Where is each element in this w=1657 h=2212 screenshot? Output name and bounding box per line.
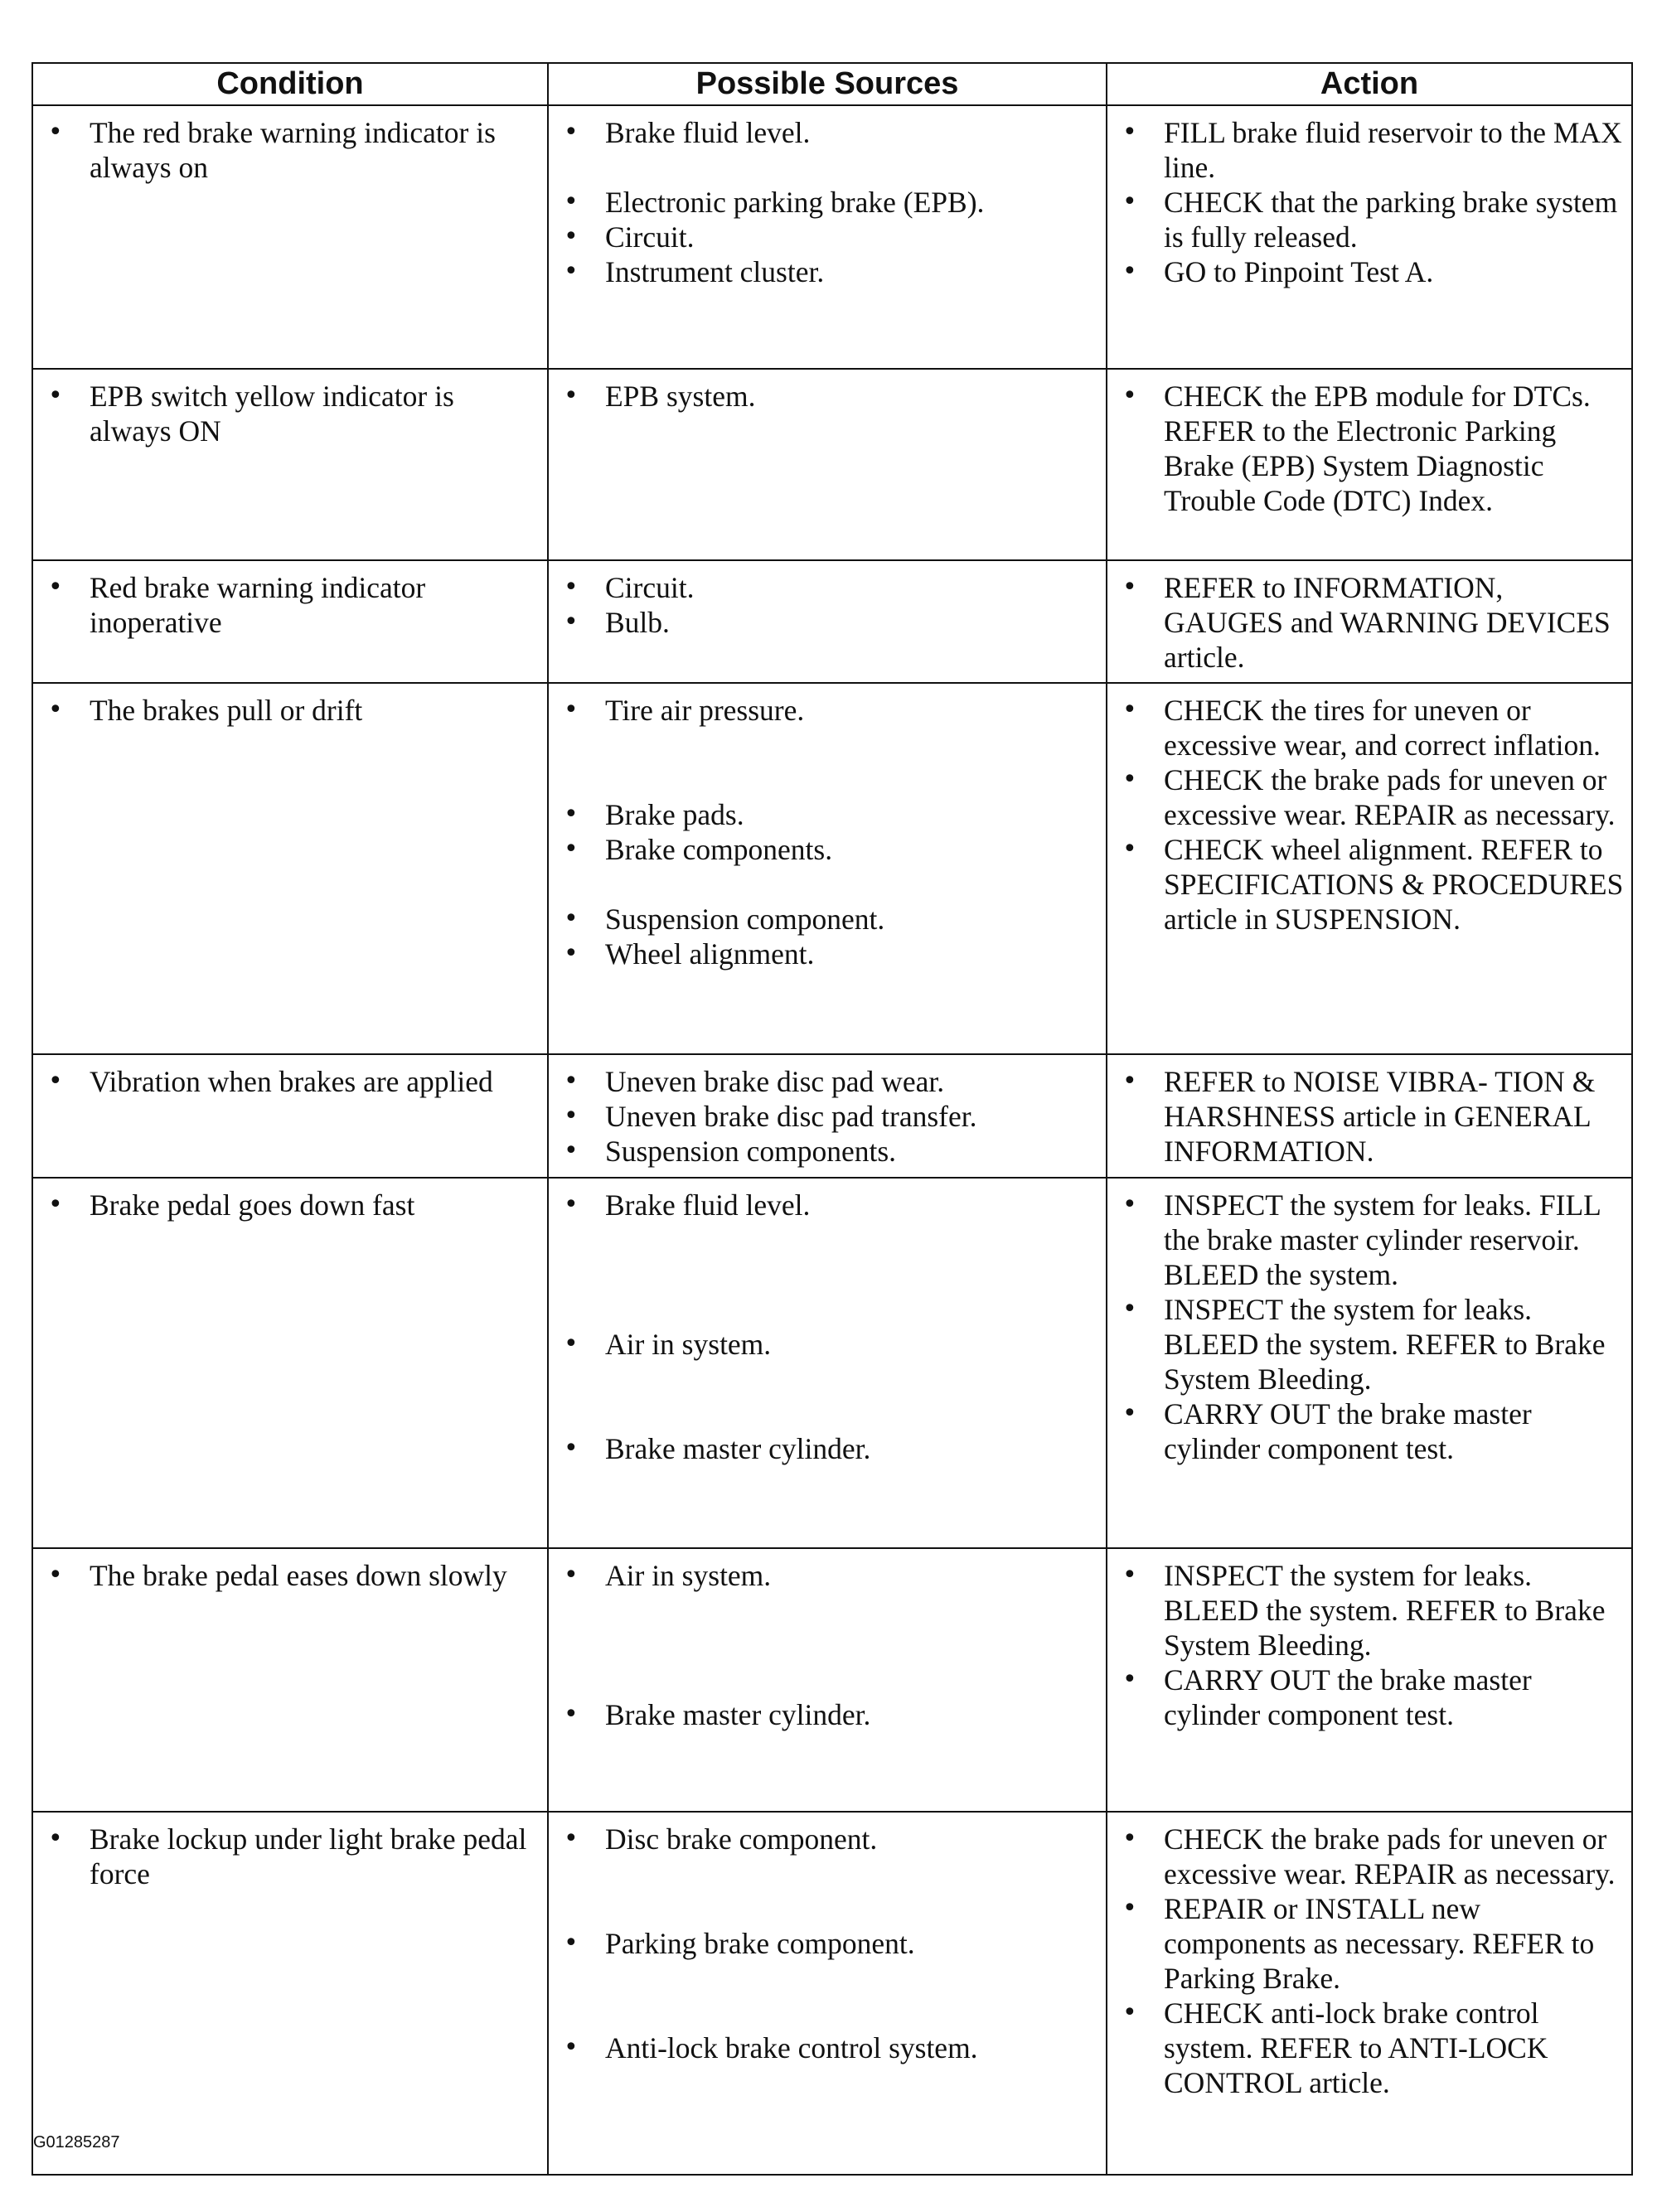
action-cell xyxy=(1107,369,1632,560)
source-item: • Electronic parking brake (EPB). xyxy=(555,185,1099,220)
source-item: • Tire air pressure. xyxy=(555,693,1099,728)
source-item: • Brake components. xyxy=(555,832,1099,867)
table-row xyxy=(32,105,1632,369)
source-item: • Instrument cluster. xyxy=(555,254,1099,289)
table-row xyxy=(32,369,1632,560)
condition-text: • The brake pedal eases down slowly xyxy=(40,1558,540,1593)
header-condition: Condition xyxy=(32,63,548,105)
action-item: • CHECK anti-lock brake control system. REFER to ANTI-LOCK CONTROL article. xyxy=(1114,1996,1625,2100)
sources-cell xyxy=(548,105,1107,369)
source-item: • Suspension components. xyxy=(555,1134,1099,1169)
condition-cell xyxy=(32,1054,548,1178)
action-cell xyxy=(1107,105,1632,369)
sources-cell xyxy=(548,1178,1107,1548)
source-item: • Uneven brake disc pad wear. xyxy=(555,1064,1099,1099)
action-item: • REPAIR or INSTALL new components as necessary. REFER to Parking Brake. xyxy=(1114,1891,1625,1996)
source-item: • Brake fluid level. xyxy=(555,1188,1099,1222)
action-item: • CHECK the EPB module for DTCs. REFER to the Electronic Parking Brake (EPB) System Diagnostic Trouble Code (DTC) Index. xyxy=(1114,379,1625,518)
sources-cell xyxy=(548,1812,1107,2175)
condition-text: • EPB switch yellow indicator is always ON xyxy=(40,379,540,448)
header-action: Action xyxy=(1107,63,1632,105)
source-item: • Suspension component. xyxy=(555,902,1099,937)
source-item: • Brake fluid level. xyxy=(555,115,1099,150)
source-item: • Wheel alignment. xyxy=(555,937,1099,971)
source-item: • Circuit. xyxy=(555,570,1099,605)
header-row xyxy=(32,63,1632,105)
source-item: • Bulb. xyxy=(555,605,1099,640)
action-cell xyxy=(1107,1548,1632,1812)
condition-text: • The red brake warning indicator is always on xyxy=(40,115,540,185)
action-item: • CHECK that the parking brake system is fully released. xyxy=(1114,185,1625,254)
action-cell xyxy=(1107,1812,1632,2175)
source-item: • Circuit. xyxy=(555,220,1099,254)
condition-text: • Brake lockup under light brake pedal force xyxy=(40,1822,540,1891)
sources-cell xyxy=(548,1548,1107,1812)
action-cell xyxy=(1107,560,1632,683)
condition-text: • The brakes pull or drift xyxy=(40,693,540,728)
condition-text: • Vibration when brakes are applied xyxy=(40,1064,540,1099)
action-item: • INSPECT the system for leaks. BLEED the system. REFER to Brake System Bleeding. xyxy=(1114,1292,1625,1396)
action-item: • CHECK the tires for uneven or excessive wear, and correct inflation. xyxy=(1114,693,1625,762)
source-item: • Anti-lock brake control system. xyxy=(555,2030,1099,2065)
source-item: • Brake master cylinder. xyxy=(555,1697,1099,1732)
action-item: • INSPECT the system for leaks. BLEED the system. REFER to Brake System Bleeding. xyxy=(1114,1558,1625,1663)
action-item: • CHECK the brake pads for uneven or excessive wear. REPAIR as necessary. xyxy=(1114,762,1625,832)
action-item: • REFER to NOISE VIBRA- TION & HARSHNESS article in GENERAL INFORMATION. xyxy=(1114,1064,1625,1169)
source-item: • Brake master cylinder. xyxy=(555,1431,1099,1466)
condition-cell xyxy=(32,105,548,369)
table-row xyxy=(32,1054,1632,1178)
figure-code: G01285287 xyxy=(33,2133,120,2151)
action-item: • CHECK the brake pads for uneven or excessive wear. REPAIR as necessary. xyxy=(1114,1822,1625,1891)
condition-cell xyxy=(32,1178,548,1548)
action-item: • GO to Pinpoint Test A. xyxy=(1114,254,1625,289)
condition-cell xyxy=(32,560,548,683)
source-item: • Air in system. xyxy=(555,1327,1099,1362)
source-item: • Brake pads. xyxy=(555,797,1099,832)
condition-cell xyxy=(32,1812,548,2175)
condition-cell xyxy=(32,1548,548,1812)
table-row xyxy=(32,1548,1632,1812)
condition-text: • Brake pedal goes down fast xyxy=(40,1188,540,1222)
table-row xyxy=(32,1178,1632,1548)
source-item: • Disc brake component. xyxy=(555,1822,1099,1856)
source-item: • Air in system. xyxy=(555,1558,1099,1593)
table-row xyxy=(32,1812,1632,2175)
table-row xyxy=(32,560,1632,683)
action-cell xyxy=(1107,1178,1632,1548)
action-item: • CARRY OUT the brake master cylinder component test. xyxy=(1114,1396,1625,1466)
action-item: • REFER to INFORMATION, GAUGES and WARNING DEVICES article. xyxy=(1114,570,1625,675)
action-item: • INSPECT the system for leaks. FILL the brake master cylinder reservoir. BLEED the system. xyxy=(1114,1188,1625,1292)
action-cell xyxy=(1107,683,1632,1054)
action-cell xyxy=(1107,1054,1632,1178)
sources-cell xyxy=(548,683,1107,1054)
diagnosis-table xyxy=(31,62,1633,2176)
table-row xyxy=(32,683,1632,1054)
sources-cell xyxy=(548,560,1107,683)
condition-cell xyxy=(32,369,548,560)
condition-text: • Red brake warning indicator inoperative xyxy=(40,570,540,640)
sources-cell xyxy=(548,369,1107,560)
action-item: • CARRY OUT the brake master cylinder component test. xyxy=(1114,1663,1625,1732)
source-item: • Parking brake component. xyxy=(555,1926,1099,1961)
action-item: • FILL brake fluid reservoir to the MAX line. xyxy=(1114,115,1625,185)
source-item: • Uneven brake disc pad transfer. xyxy=(555,1099,1099,1134)
sources-cell xyxy=(548,1054,1107,1178)
condition-cell xyxy=(32,683,548,1054)
header-possible-sources: Possible Sources xyxy=(548,63,1107,105)
source-item: • EPB system. xyxy=(555,379,1099,414)
action-item: • CHECK wheel alignment. REFER to SPECIFICATIONS & PROCEDURES article in SUSPENSION. xyxy=(1114,832,1625,937)
